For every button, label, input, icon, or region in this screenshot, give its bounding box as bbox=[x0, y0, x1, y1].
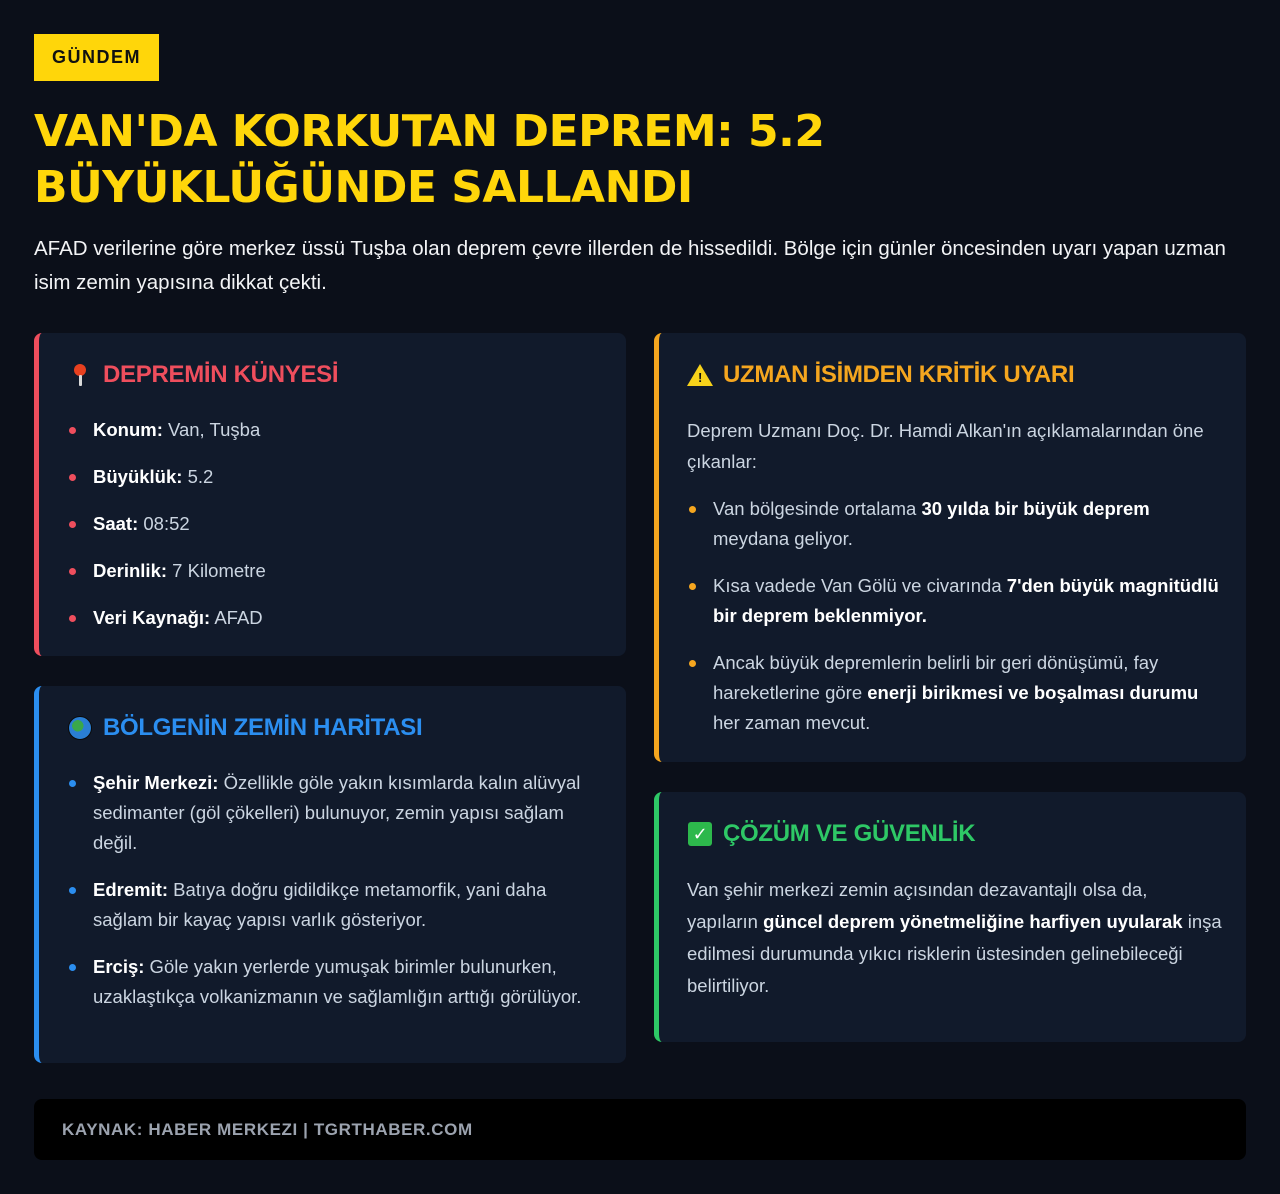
item-text: Van bölgesinde ortalama bbox=[713, 498, 922, 519]
list-item bbox=[687, 571, 1222, 631]
item-label: Erciş: bbox=[93, 956, 145, 977]
item-label: Büyüklük: bbox=[93, 466, 183, 487]
info-list bbox=[67, 415, 602, 633]
list-item bbox=[67, 509, 602, 539]
item-value: 08:52 bbox=[138, 513, 190, 534]
item-value: Van, Tuşba bbox=[162, 419, 261, 440]
item-value: Batıya doğru gidildikçe metamorfik, yani daha sağlam bir kayaç yapısı varlık gösteriyor. bbox=[93, 879, 547, 930]
card-title: DEPREMİN KÜNYESİ bbox=[103, 361, 339, 388]
card-body bbox=[687, 874, 1222, 1002]
item-label: Konum: bbox=[93, 419, 163, 440]
card-title: UZMAN İSİMDEN KRİTİK UYARI bbox=[723, 361, 1075, 388]
category-tag: GÜNDEM bbox=[34, 34, 159, 81]
list-item bbox=[67, 875, 602, 935]
item-text: Ancak büyük depremlerin belirli bir geri dönüşümü, fay hareketlerine göre bbox=[713, 652, 1159, 703]
item-emphasis: 7'den büyük magnitüdlü bir deprem beklenmiyor. bbox=[713, 575, 1219, 626]
item-label: Şehir Merkezi: bbox=[93, 772, 219, 793]
page-title: VAN'DA KORKUTAN DEPREM: 5.2 BÜYÜKLÜĞÜNDE SALLANDI bbox=[34, 106, 825, 213]
item-emphasis: enerji birikmesi ve boşalması durumu bbox=[867, 682, 1199, 703]
body-text: inşa edilmesi durumunda yıkıcı risklerin üstesinden gelinebileceği belirtiliyor. bbox=[687, 911, 1222, 996]
card-intro: Deprem Uzmanı Doç. Dr. Hamdi Alkan'ın açıklamalarından öne çıkanlar: bbox=[687, 420, 1204, 472]
card-ground-map bbox=[34, 686, 626, 1063]
card-title: ÇÖZÜM VE GÜVENLİK bbox=[723, 820, 976, 847]
source-footer: KAYNAK: HABER MERKEZI | TGRTHABER.COM bbox=[34, 1099, 1246, 1160]
intro-text: AFAD verilerine göre merkez üssü Tuşba olan deprem çevre illerden de hissedildi. Bölge için günler öncesinden uyarı yapan uzman isim zemin yapısına dikkat çekti. bbox=[34, 237, 1226, 294]
body-text: Van şehir merkezi zemin açısından dezavantajlı olsa da, yapıların bbox=[687, 879, 1148, 932]
ground-list bbox=[67, 768, 602, 1012]
card-heading bbox=[67, 359, 602, 391]
item-label: Derinlik: bbox=[93, 560, 168, 581]
card-solution bbox=[654, 792, 1246, 1042]
item-emphasis: 30 yılda bir büyük deprem bbox=[921, 498, 1150, 519]
card-heading bbox=[67, 712, 602, 744]
item-value: 5.2 bbox=[182, 466, 214, 487]
card-expert-warning bbox=[654, 333, 1246, 762]
warning-icon: ! bbox=[687, 362, 713, 388]
list-item bbox=[67, 952, 602, 1012]
list-item bbox=[67, 415, 602, 445]
list-item bbox=[687, 648, 1222, 738]
item-text: meydana geliyor. bbox=[713, 528, 853, 549]
item-value: AFAD bbox=[210, 607, 263, 628]
card-heading bbox=[687, 359, 1222, 391]
item-label: Saat: bbox=[93, 513, 139, 534]
item-value: Özellikle göle yakın kısımlarda kalın alüvyal sedimanter (göl çökelleri) bulunuyor, zemin yapısı sağlam değil. bbox=[93, 772, 581, 853]
globe-icon bbox=[67, 715, 93, 741]
list-item bbox=[67, 556, 602, 586]
list-item bbox=[67, 603, 602, 633]
check-icon: ✓ bbox=[687, 821, 713, 847]
item-value: 7 Kilometre bbox=[167, 560, 266, 581]
list-item bbox=[67, 768, 602, 858]
item-text: Kısa vadede Van Gölü ve civarında bbox=[713, 575, 1007, 596]
pushpin-icon bbox=[67, 362, 93, 388]
list-item bbox=[687, 494, 1222, 554]
item-value: Göle yakın yerlerde yumuşak birimler bulunurken, uzaklaştıkça volkanizmanın ve sağlamlığın arttığı görülüyor. bbox=[93, 956, 582, 1007]
card-title: BÖLGENİN ZEMİN HARİTASI bbox=[103, 714, 423, 741]
card-heading bbox=[687, 818, 1222, 850]
body-emphasis: güncel deprem yönetmeliğine harfiyen uyularak bbox=[763, 911, 1183, 932]
warning-list bbox=[687, 494, 1222, 738]
item-label: Edremit: bbox=[93, 879, 169, 900]
item-text: her zaman mevcut. bbox=[713, 712, 871, 733]
item-label: Veri Kaynağı: bbox=[93, 607, 211, 628]
list-item bbox=[67, 462, 602, 492]
card-earthquake-info bbox=[34, 333, 626, 656]
